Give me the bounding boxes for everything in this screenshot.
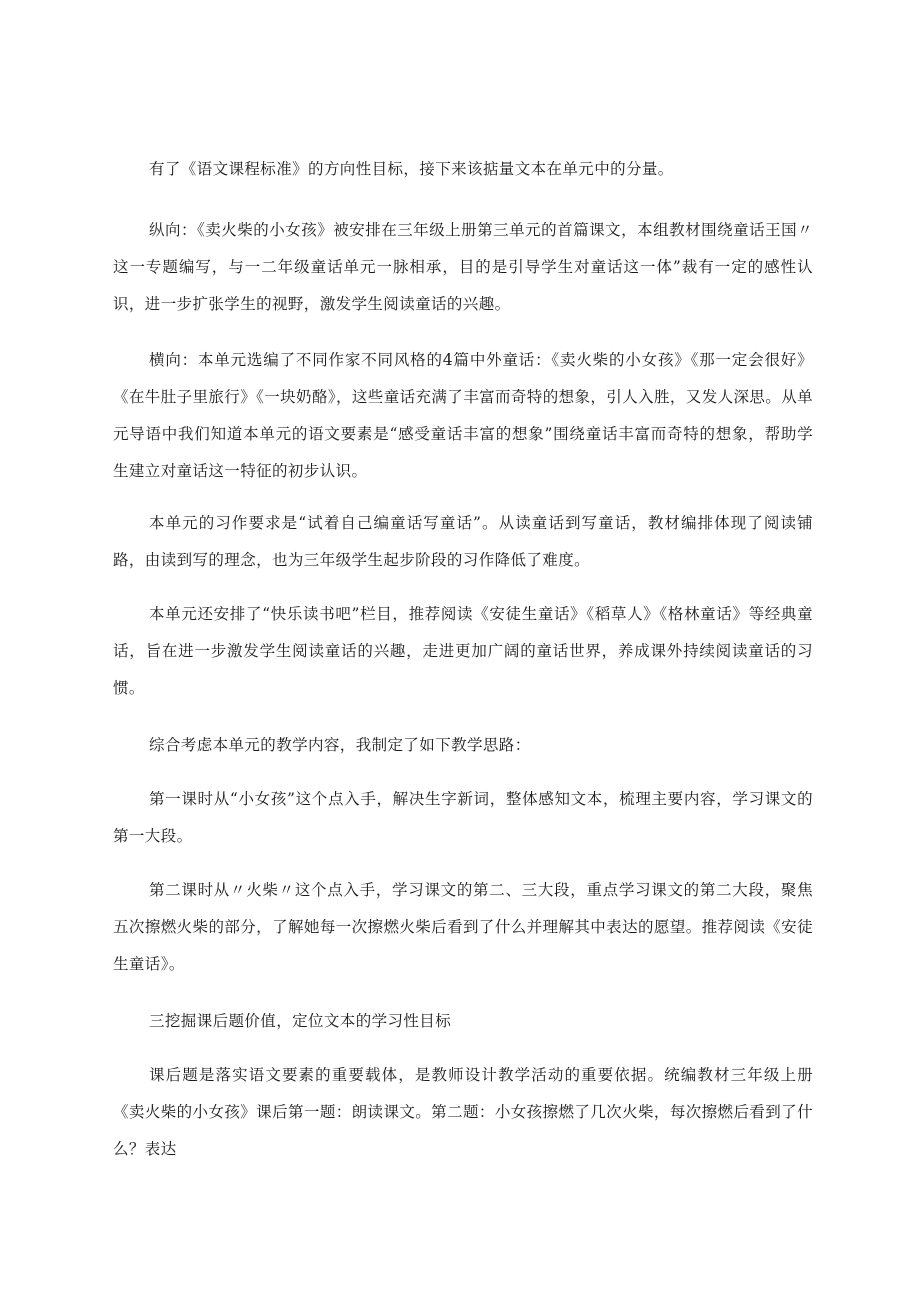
paragraph-2: 纵向：《卖火柴的小女孩》被安排在三年级上册第三单元的首篇课文，本组教材围绕童话王国〃这一专题编写，与一二年级童话单元一脉相承，目的是引导学生对童话这一体”裁有一定的感性认识，进一步扩张学生的视野，激发学生阅读童话的兴趣。 bbox=[113, 221, 813, 313]
paragraph-3: 横向：本单元选编了不同作家不同风格的4篇中外童话：《卖火柴的小女孩》《那一定会很好》《在牛肚子里旅行》《一块奶酪》，这些童话充满了丰富而奇特的想象，引人入胜，又发人深思。从单元导语中我们知道本单元的语文要素是“感受童话丰富的想象”围绕童话丰富而奇特的想象，帮助学生建立对童话这一特征的初步认识。 bbox=[113, 351, 814, 480]
paragraph-6: 综合考虑本单元的教学内容，我制定了如下教学思路： bbox=[149, 736, 531, 754]
paragraph-5: 本单元还安排了“快乐读书吧”栏目，推荐阅读《安徒生童话》《稻草人》《格林童话》等经典童话，旨在进一步激发学生阅读童话的兴趣，走进更加广阔的童话世界，养成课外持续阅读童话的习惯。 bbox=[113, 605, 813, 697]
paragraph-8: 第二课时从〃火柴〃这个点入手，学习课文的第二、三大段，重点学习课文的第二大段，聚焦五次擦燃火柴的部分，了解她每一次擦燃火柴后看到了什么并理解其中表达的愿望。推荐阅读《安徒生童话》。 bbox=[113, 881, 813, 973]
paragraph-7: 第一课时从“小女孩”这个点入手，解决生字新词，整体感知文本，梳理主要内容，学习课文的第一大段。 bbox=[113, 790, 813, 845]
paragraph-9: 三挖掘课后题价值，定位文本的学习性目标 bbox=[149, 1012, 452, 1030]
paragraph-4: 本单元的习作要求是“试着自己编童话写童话”。从读童话到写童话，教材编排体现了阅读铺路，由读到写的理念，也为三年级学生起步阶段的习作降低了难度。 bbox=[113, 514, 813, 569]
paragraph-1: 有了《语文课程标准》的方向性目标，接下来该掂量文本在单元中的分量。 bbox=[149, 160, 674, 178]
paragraph-10: 课后题是落实语文要素的重要载体，是教师设计教学活动的重要依据。统编教材三年级上册《卖火柴的小女孩》课后第一题：朗读课文。第二题：小女孩擦燃了几次火柴，每次擦燃后看到了什么？表达 bbox=[113, 1066, 813, 1158]
